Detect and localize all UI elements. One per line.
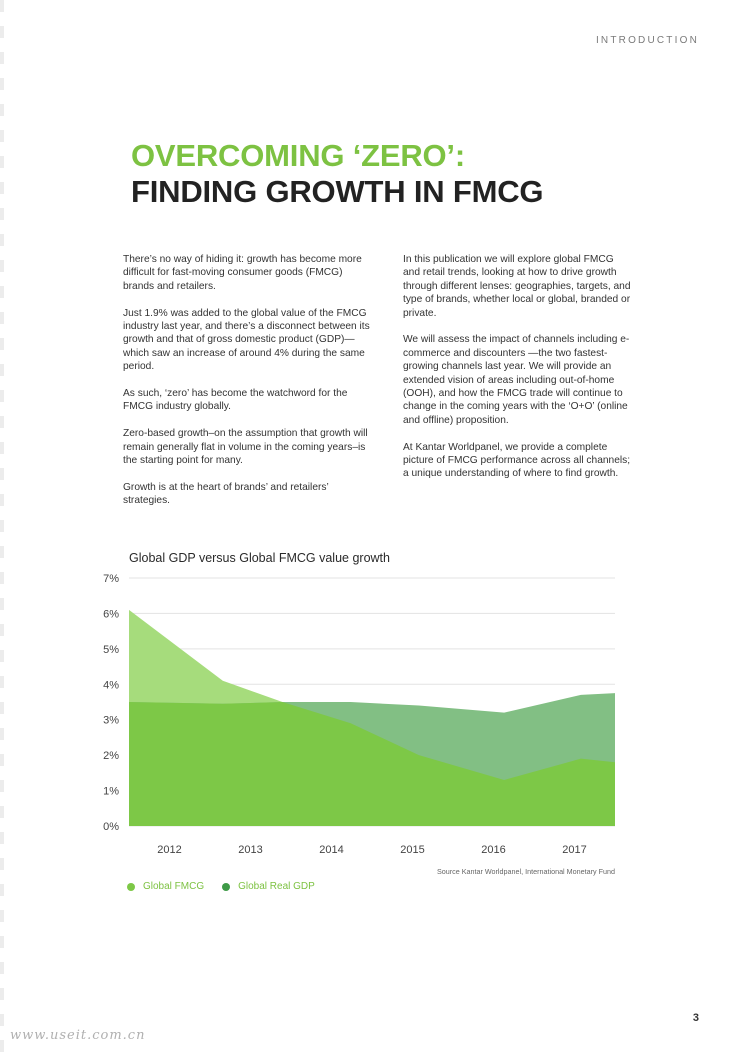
x-tick-label: 2016 xyxy=(481,844,506,856)
page-edge-marks xyxy=(0,0,4,1052)
paragraph: We will assess the impact of channels including e-commerce and discounters —the two fastest-growing channels last year. We will provide an extended vision of areas including out-of-home (OOH), and how the FMCG trade will continue to change in the coming years with the ‘O+O’ (online and offline) proposition. xyxy=(403,334,630,426)
x-tick-label: 2014 xyxy=(319,844,344,856)
x-tick-label: 2013 xyxy=(238,844,263,856)
y-tick-label: 7% xyxy=(103,573,119,585)
body-column-right xyxy=(403,253,631,494)
y-tick-label: 0% xyxy=(103,821,119,833)
x-tick-label: 2015 xyxy=(400,844,425,856)
paragraph: As such, ‘zero’ has become the watchword for the FMCG industry globally. xyxy=(123,388,348,413)
x-tick-label: 2017 xyxy=(562,844,587,856)
y-tick-label: 3% xyxy=(103,714,119,727)
legend-item-fmcg xyxy=(127,881,204,892)
legend-label: Global FMCG xyxy=(143,881,205,892)
chart-legend xyxy=(127,881,333,892)
title-line-2: FINDING GROWTH IN FMCG xyxy=(131,174,544,209)
x-tick-label: 2012 xyxy=(157,844,182,856)
watermark: www.useit.com.cn xyxy=(10,1028,146,1043)
chart-title: Global GDP versus Global FMCG value growth xyxy=(129,551,390,565)
chart-source: Source Kantar Worldpanel, International Monetary Fund xyxy=(436,867,615,876)
paragraph: At Kantar Worldpanel, we provide a complete picture of FMCG performance across all channels; a unique understanding of where to find growth. xyxy=(403,441,631,480)
y-tick-label: 5% xyxy=(103,643,119,656)
y-tick-label: 1% xyxy=(103,785,119,798)
legend-dot-icon xyxy=(127,883,135,891)
title-line-1: OVERCOMING ‘ZERO’: xyxy=(131,138,465,173)
paragraph: There’s no way of hiding it: growth has become more difficult for fast-moving consumer goods (FMCG) brands and retailers. xyxy=(123,254,362,292)
section-label: INTRODUCTION xyxy=(595,35,699,46)
legend-item-gdp xyxy=(222,881,315,892)
page-title xyxy=(131,138,543,210)
paragraph: Growth is at the heart of brands’ and retailers’ strategies. xyxy=(123,481,329,507)
legend-dot-icon xyxy=(222,883,230,891)
y-tick-label: 4% xyxy=(103,679,119,692)
y-tick-label: 6% xyxy=(103,608,119,621)
paragraph: Zero-based growth–on the assumption that growth will remain generally flat in volume in the coming years–is the starting point for many. xyxy=(123,428,368,467)
paragraph: In this publication we will explore global FMCG and retail trends, looking at how to drive growth through different lenses: geographies, targets, and type of brands, whether local or global, branded or private. xyxy=(403,254,631,319)
growth-area-chart xyxy=(95,565,635,857)
y-tick-label: 2% xyxy=(103,750,119,763)
page-number: 3 xyxy=(692,1012,699,1024)
body-column-left xyxy=(123,253,373,521)
paragraph: Just 1.9% was added to the global value of the FMCG industry last year, and there’s a disconnect between its growth and that of gross domestic product (GDP)—which saw an increase of around 4% during the same period. xyxy=(123,307,370,373)
legend-label: Global Real GDP xyxy=(238,881,315,892)
